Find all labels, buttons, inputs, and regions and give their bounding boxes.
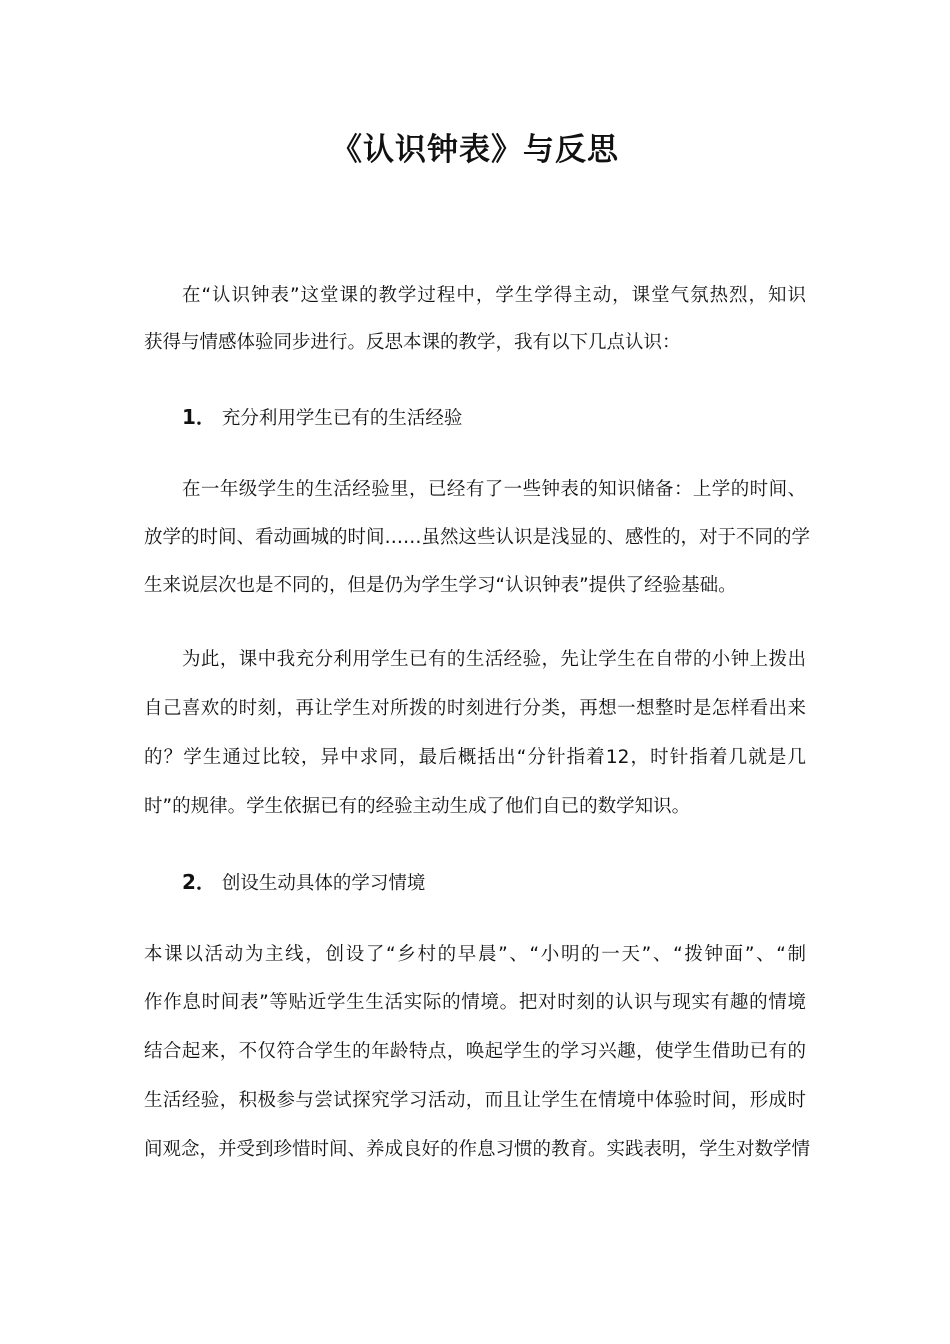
section-1-para-2-line-1: 为此，课中我充分利用学生已有的生活经验，先让学生在自带的小钟上拨出 <box>182 649 806 670</box>
section-2-para-1-line-3: 结合起来，不仅符合学生的年龄特点，唤起学生的学习兴趣，使学生借助已有的 <box>144 1041 806 1062</box>
section-2-para-1-line-5: 间观念，并受到珍惜时间、养成良好的作息习惯的教育。实践表明，学生对数学情 <box>144 1139 811 1160</box>
section-1-heading <box>182 402 462 434</box>
section-1-para-2-line-4: 时”的规律。学生依据已有的经验主动生成了他们自已的数学知识。 <box>144 796 691 817</box>
intro-line-1: 在“认识钟表”这堂课的教学过程中，学生学得主动，课堂气氛热烈，知识 <box>182 285 806 306</box>
section-1-para-1-line-1: 在一年级学生的生活经验里，已经有了一些钟表的知识储备：上学的时间、 <box>182 479 806 500</box>
section-1-heading-text: 充分利用学生已有的生活经验 <box>221 408 463 429</box>
section-2-heading-text: 创设生动具体的学习情境 <box>221 873 426 894</box>
section-1-number: 1． <box>182 405 216 429</box>
document-title: 《认识钟表》与反思 <box>331 132 619 168</box>
intro-line-2: 获得与情感体验同步进行。反思本课的教学，我有以下几点认识： <box>144 332 681 353</box>
section-1-para-1-line-2: 放学的时间、看动画城的时间……虽然这些认识是浅显的、感性的，对于不同的学 <box>144 527 811 548</box>
section-2-heading <box>182 867 425 899</box>
section-2-para-1-line-2: 作作息时间表”等贴近学生生活实际的情境。把对时刻的认识与现实有趣的情境 <box>144 992 806 1013</box>
section-2-para-1-line-1: 本课以活动为主线，创设了“乡村的早晨”、“小明的一天”、“拨钟面”、“制 <box>144 944 806 965</box>
section-1-para-2-line-2: 自己喜欢的时刻，再让学生对所拨的时刻进行分类，再想一想整时是怎样看出来 <box>144 698 806 719</box>
section-2-para-1-line-4: 生活经验，积极参与尝试探究学习活动，而且让学生在情境中体验时间，形成时 <box>144 1090 806 1111</box>
section-2-number: 2． <box>182 870 216 894</box>
section-1-para-2-line-3: 的？学生通过比较，异中求同，最后概括出“分针指着12，时针指着几就是几 <box>144 747 806 768</box>
section-1-para-1-line-3: 生来说层次也是不同的，但是仍为学生学习“认识钟表”提供了经验基础。 <box>144 575 737 596</box>
